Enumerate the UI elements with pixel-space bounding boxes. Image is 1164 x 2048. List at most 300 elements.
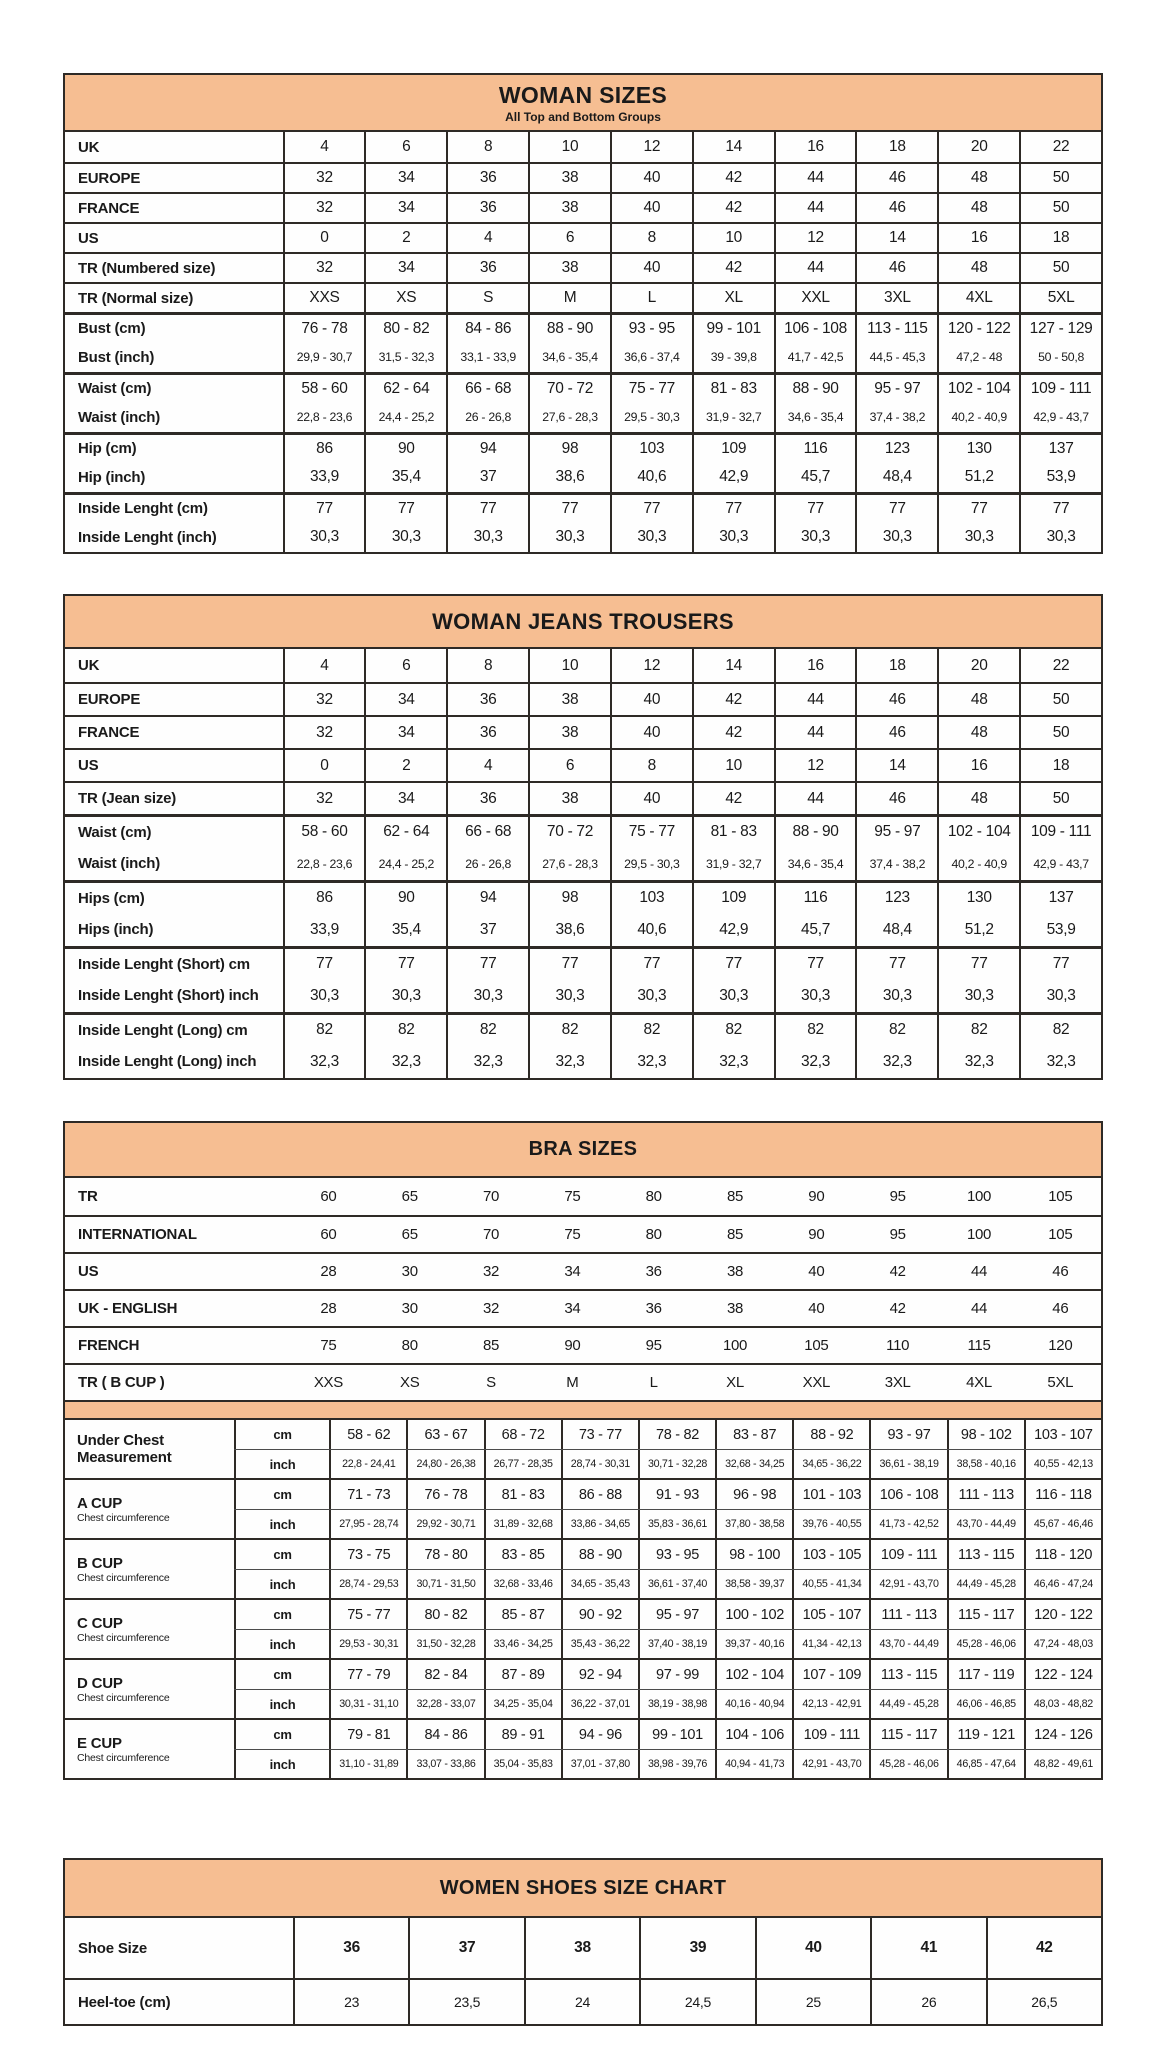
cell-value: 34 — [364, 783, 446, 814]
cell-value: 83 - 85 — [484, 1540, 561, 1569]
cell-value: 22 — [1019, 649, 1101, 682]
row-label: Waist (cm) — [78, 380, 152, 397]
cell-value: 82 — [855, 1015, 937, 1045]
cell-value: 44 — [774, 684, 856, 715]
row-label: UK — [78, 657, 100, 674]
cell-value: 116 - 118 — [1024, 1480, 1101, 1509]
cell-value: 58 - 62 — [329, 1420, 406, 1449]
cell-value: 102 - 104 — [937, 817, 1019, 847]
cell-value: 77 — [610, 495, 692, 522]
cell-value: 34,65 - 35,43 — [561, 1570, 638, 1598]
cell-value: 4 — [446, 224, 528, 252]
cell-value: 31,5 - 32,3 — [364, 342, 446, 372]
cell-value: 110 — [886, 1337, 910, 1354]
row-label: Bust (cm) — [78, 320, 146, 337]
cup-label — [65, 1660, 234, 1718]
cell-value: 28 — [320, 1263, 337, 1280]
cell-value: 94 - 96 — [561, 1720, 638, 1749]
cell-value: 0 — [283, 224, 365, 252]
cell-value: 100 — [966, 1188, 992, 1205]
table-title: WOMAN JEANS TROUSERS — [432, 608, 734, 634]
cell-value: 34 — [564, 1263, 581, 1280]
cell-value: 37 — [446, 913, 528, 946]
cell-value: 75 - 77 — [610, 375, 692, 402]
cell-value: 33,46 - 34,25 — [484, 1630, 561, 1658]
table-row — [65, 1252, 1101, 1289]
row-label: TR (Jean size) — [78, 790, 177, 807]
row-label: UK — [78, 138, 100, 156]
row-label: Inside Lenght (cm) — [78, 500, 208, 517]
cell-value: L — [649, 1374, 658, 1391]
cell-value: 120 - 122 — [937, 315, 1019, 342]
cell-value: 36 — [645, 1263, 662, 1280]
cell-value: 40 — [610, 164, 692, 192]
cell-value: 44 — [774, 164, 856, 192]
cell-value: 70 — [482, 1188, 500, 1205]
cell-value: 81 - 83 — [692, 817, 774, 847]
cell-value: 32,3 — [937, 1045, 1019, 1078]
table-row — [65, 522, 1101, 552]
row-label: Heel-toe (cm) — [78, 1993, 171, 2011]
cell-value: 24,4 - 25,2 — [364, 402, 446, 432]
cell-value: 4 — [446, 750, 528, 781]
table-row — [65, 312, 1101, 342]
cell-value: 48 — [937, 194, 1019, 222]
cell-value: 50 — [1019, 684, 1101, 715]
cell-value: 38 — [528, 717, 610, 748]
cell-value: 93 - 97 — [869, 1420, 946, 1449]
cell-value: 4 — [283, 132, 365, 162]
cell-value: 45,7 — [774, 462, 856, 492]
cell-value: 44 — [774, 783, 856, 814]
cell-value: 90 — [808, 1226, 825, 1243]
cell-value: 0 — [283, 750, 365, 781]
cell-value: 38,58 - 40,16 — [947, 1450, 1024, 1478]
cell-value: 32,3 — [1019, 1045, 1101, 1078]
cell-value: 105 — [1048, 1188, 1073, 1205]
cell-value: 88 - 90 — [774, 375, 856, 402]
cell-value: 85 — [726, 1188, 744, 1205]
cell-value: 34 — [364, 164, 446, 192]
cup-group — [65, 1718, 1101, 1778]
cell-value: 42 — [692, 684, 774, 715]
row-label: Hip (inch) — [78, 468, 146, 486]
cell-value: 79 - 81 — [329, 1720, 406, 1749]
cup-group — [65, 1598, 1101, 1658]
cell-value: 38 — [528, 164, 610, 192]
cell-value: 31,10 - 31,89 — [329, 1750, 406, 1778]
cell-value: 87 - 89 — [484, 1660, 561, 1689]
cell-value: 105 — [804, 1337, 829, 1354]
cell-value: 38 — [528, 684, 610, 715]
cell-value: 60 — [320, 1226, 337, 1243]
cell-value: 80 - 82 — [364, 315, 446, 342]
cell-value: 66 - 68 — [446, 375, 528, 402]
table-row — [65, 1363, 1101, 1400]
cell-value: 113 - 115 — [855, 315, 937, 342]
cell-value: 27,6 - 28,3 — [528, 402, 610, 432]
row-label: INTERNATIONAL — [78, 1226, 197, 1243]
cell-value: 40,94 - 41,73 — [715, 1750, 792, 1778]
cell-value: 48 — [937, 783, 1019, 814]
cell-value: 85 — [726, 1226, 744, 1243]
cell-value: 34 — [364, 254, 446, 282]
cell-value: 32,3 — [528, 1045, 610, 1078]
table-row — [65, 252, 1101, 282]
women-shoes-table — [63, 1858, 1103, 2026]
cell-value: 22 — [1019, 132, 1101, 162]
cell-value: 43,70 - 44,49 — [947, 1510, 1024, 1538]
cell-value: 32 — [482, 1300, 500, 1317]
table-row — [65, 432, 1101, 462]
cell-value: 46 — [855, 254, 937, 282]
cup-row — [234, 1480, 1101, 1509]
cell-value: 28,74 - 29,53 — [329, 1570, 406, 1598]
cell-value: 44,49 - 45,28 — [869, 1690, 946, 1718]
table-row — [65, 682, 1101, 715]
cell-value: 77 — [283, 949, 365, 979]
cell-value: 46 — [1052, 1263, 1069, 1280]
bra-sizes-rows — [65, 1178, 1101, 1400]
row-label: Shoe Size — [78, 1939, 148, 1957]
cell-value: 48,03 - 48,82 — [1024, 1690, 1101, 1718]
cell-value: 116 — [774, 435, 856, 462]
cell-value: 103 - 107 — [1024, 1420, 1101, 1449]
cell-value: 117 - 119 — [947, 1660, 1024, 1689]
cell-value: 84 - 86 — [406, 1720, 483, 1749]
cell-value: 77 — [364, 495, 446, 522]
cell-value: 94 — [446, 883, 528, 913]
cell-value: S — [486, 1374, 496, 1391]
cell-value: 66 - 68 — [446, 817, 528, 847]
cell-value: 40 — [610, 684, 692, 715]
cell-value: 34,6 - 35,4 — [528, 342, 610, 372]
cell-value: 31,89 - 32,68 — [484, 1510, 561, 1538]
spacer — [63, 1080, 1164, 1121]
cell-value: 58 - 60 — [283, 817, 365, 847]
unit-label: inch — [234, 1570, 329, 1598]
table-title: WOMEN SHOES SIZE CHART — [439, 1876, 727, 1899]
cell-value: 65 — [401, 1188, 418, 1205]
cell-value: 32,3 — [610, 1045, 692, 1078]
table-row — [65, 192, 1101, 222]
cell-value: 60 — [320, 1188, 337, 1205]
cell-value: 37 — [446, 462, 528, 492]
cell-value: 30,3 — [364, 522, 446, 552]
cell-value: 36,6 - 37,4 — [610, 342, 692, 372]
cell-value: 38,6 — [528, 462, 610, 492]
cell-value: 71 - 73 — [329, 1480, 406, 1509]
cell-value: 82 — [364, 1015, 446, 1045]
cell-value: 35,04 - 35,83 — [484, 1750, 561, 1778]
cell-value: 39 — [639, 1918, 754, 1978]
unit-label: inch — [234, 1450, 329, 1478]
table-row — [65, 402, 1101, 432]
cell-value: 46,85 - 47,64 — [947, 1750, 1024, 1778]
cell-value: 82 — [610, 1015, 692, 1045]
woman-jeans-rows — [65, 649, 1101, 1078]
cell-value: 123 — [855, 883, 937, 913]
table-row — [65, 781, 1101, 814]
cell-value: 37,40 - 38,19 — [638, 1630, 715, 1658]
cell-value: 36 — [645, 1300, 662, 1317]
cell-value: 45,67 - 46,46 — [1024, 1510, 1101, 1538]
cell-value: 48,82 - 49,61 — [1024, 1750, 1101, 1778]
cell-value: 50 — [1019, 194, 1101, 222]
row-label: Waist (cm) — [78, 823, 152, 841]
cell-value: 36 — [446, 164, 528, 192]
cell-value: 41 — [870, 1918, 985, 1978]
cell-value: 46 — [855, 194, 937, 222]
table-row — [65, 342, 1101, 372]
cell-value: 77 — [283, 495, 365, 522]
cell-value: 111 - 113 — [947, 1480, 1024, 1509]
cell-value: 2 — [364, 224, 446, 252]
cell-value: 26,77 - 28,35 — [484, 1450, 561, 1478]
cell-value: 48 — [937, 717, 1019, 748]
cell-value: 40 — [610, 254, 692, 282]
cell-value: 12 — [774, 750, 856, 781]
cell-value: 39,76 - 40,55 — [792, 1510, 869, 1538]
cup-group — [65, 1478, 1101, 1538]
cell-value: 63 - 67 — [406, 1420, 483, 1449]
cell-value: M — [566, 1374, 579, 1391]
cell-value: 8 — [446, 132, 528, 162]
cup-row — [234, 1509, 1101, 1538]
cell-value: 90 — [364, 435, 446, 462]
cell-value: 36,61 - 37,40 — [638, 1570, 715, 1598]
cell-value: 86 — [283, 435, 365, 462]
cell-value: 41,73 - 42,52 — [869, 1510, 946, 1538]
cell-value: 30 — [401, 1263, 418, 1280]
cell-value: 44,5 - 45,3 — [855, 342, 937, 372]
unit-label: cm — [234, 1420, 329, 1449]
unit-label: inch — [234, 1690, 329, 1718]
cell-value: 82 — [774, 1015, 856, 1045]
cup-label-sub: Chest circumference — [77, 1691, 170, 1704]
row-label: Inside Lenght (Short) inch — [78, 987, 259, 1004]
table-subtitle: All Top and Bottom Groups — [505, 109, 661, 124]
cell-value: 51,2 — [937, 913, 1019, 946]
cell-value: 120 — [1048, 1337, 1073, 1354]
cell-value: 73 - 75 — [329, 1540, 406, 1569]
unit-label: inch — [234, 1630, 329, 1658]
cell-value: 75 — [564, 1226, 581, 1243]
cell-value: 99 - 101 — [638, 1720, 715, 1749]
table-title: BRA SIZES — [528, 1138, 638, 1160]
cell-value: 18 — [1019, 224, 1101, 252]
cell-value: 2 — [364, 750, 446, 781]
cell-value: 30,3 — [610, 979, 692, 1012]
cup-row — [234, 1540, 1101, 1569]
cell-value: 32 — [283, 717, 365, 748]
cell-value: 35,43 - 36,22 — [561, 1630, 638, 1658]
row-label: Waist (inch) — [78, 408, 161, 426]
cell-value: 38 — [528, 254, 610, 282]
cell-value: 65 — [401, 1226, 418, 1243]
cell-value: 44,49 - 45,28 — [947, 1570, 1024, 1598]
cell-value: 40,55 - 42,13 — [1024, 1450, 1101, 1478]
unit-label: cm — [234, 1660, 329, 1689]
cell-value: 100 — [966, 1226, 992, 1243]
cell-value: XS — [364, 284, 446, 312]
cell-value: 23 — [293, 1980, 408, 2024]
cell-value: 27,95 - 28,74 — [329, 1510, 406, 1538]
cell-value: 77 — [610, 949, 692, 979]
cell-value: 33,9 — [283, 462, 365, 492]
cell-value: 16 — [774, 649, 856, 682]
cell-value: 3XL — [855, 284, 937, 312]
cell-value: 82 — [937, 1015, 1019, 1045]
cell-value: 44 — [774, 717, 856, 748]
cup-row — [234, 1569, 1101, 1598]
woman-sizes-header — [65, 75, 1101, 132]
table-row — [65, 649, 1101, 682]
cell-value: 32,3 — [283, 1045, 365, 1078]
cell-value: 77 — [446, 949, 528, 979]
cell-value: 34 — [364, 684, 446, 715]
cell-value: 25 — [755, 1980, 870, 2024]
cell-value: 34,6 - 35,4 — [774, 847, 856, 880]
cell-value: 16 — [774, 132, 856, 162]
cell-value: 50 — [1019, 254, 1101, 282]
cell-value: 46 — [1052, 1300, 1069, 1317]
cell-value: 42 — [889, 1300, 906, 1317]
cell-value: 109 - 111 — [792, 1720, 869, 1749]
cell-value: 35,83 - 36,61 — [638, 1510, 715, 1538]
cell-value: 18 — [855, 649, 937, 682]
cell-value: 40 — [755, 1918, 870, 1978]
cell-value: 10 — [692, 224, 774, 252]
table-row — [65, 715, 1101, 748]
cell-value: 37,4 - 38,2 — [855, 402, 937, 432]
cell-value: 41,34 - 42,13 — [792, 1630, 869, 1658]
cell-value: 80 - 82 — [406, 1600, 483, 1629]
unit-label: cm — [234, 1600, 329, 1629]
cell-value: 40,55 - 41,34 — [792, 1570, 869, 1598]
cell-value: 104 - 106 — [715, 1720, 792, 1749]
cell-value: 47,24 - 48,03 — [1024, 1630, 1101, 1658]
cell-value: 91 - 93 — [638, 1480, 715, 1509]
unit-label: cm — [234, 1480, 329, 1509]
cell-value: 45,28 - 46,06 — [947, 1630, 1024, 1658]
cell-value: 77 — [937, 495, 1019, 522]
cell-value: 12 — [610, 649, 692, 682]
woman-sizes-table — [63, 73, 1103, 554]
spacer — [63, 554, 1164, 594]
cell-value: 47,2 - 48 — [937, 342, 1019, 372]
woman-jeans-table — [63, 594, 1103, 1080]
cell-value: 95 - 97 — [855, 375, 937, 402]
cell-value: 29,92 - 30,71 — [406, 1510, 483, 1538]
cup-rows — [234, 1660, 1101, 1718]
cell-value: 34 — [364, 717, 446, 748]
cell-value: 16 — [937, 224, 1019, 252]
cell-value: 77 — [692, 949, 774, 979]
cell-value: 30,3 — [937, 522, 1019, 552]
cell-value: 58 - 60 — [283, 375, 365, 402]
cup-rows — [234, 1720, 1101, 1778]
row-label: TR — [78, 1188, 98, 1205]
cell-value: 68 - 72 — [484, 1420, 561, 1449]
cell-value: 28,74 - 30,31 — [561, 1450, 638, 1478]
cell-value: 38 — [726, 1263, 744, 1280]
cell-value: 46 — [855, 717, 937, 748]
cup-row — [234, 1720, 1101, 1749]
row-label: US — [78, 229, 99, 247]
cell-value: 62 - 64 — [364, 375, 446, 402]
cell-value: 98 — [528, 883, 610, 913]
cell-value: 82 - 84 — [406, 1660, 483, 1689]
cell-value: 46 — [855, 164, 937, 192]
cell-value: 42 — [692, 254, 774, 282]
cell-value: 42 — [692, 783, 774, 814]
cell-value: 98 - 100 — [715, 1540, 792, 1569]
cell-value: 70 - 72 — [528, 375, 610, 402]
cell-value: 40 — [808, 1263, 825, 1280]
row-label: FRANCE — [78, 199, 140, 217]
cell-value: 34,6 - 35,4 — [774, 402, 856, 432]
cell-value: 38,19 - 38,98 — [638, 1690, 715, 1718]
cell-value: 50 - 50,8 — [1019, 342, 1101, 372]
row-label: TR ( B CUP ) — [78, 1374, 165, 1391]
cell-value: 40 — [610, 717, 692, 748]
cell-value: 32 — [283, 164, 365, 192]
cell-value: 34 — [364, 194, 446, 222]
cell-value: 8 — [610, 750, 692, 781]
row-label: FRANCE — [78, 724, 140, 741]
cell-value: 95 — [645, 1337, 662, 1354]
cell-value: 36 — [293, 1918, 408, 1978]
cell-value: 30,71 - 32,28 — [638, 1450, 715, 1478]
cup-label — [65, 1720, 234, 1778]
cell-value: 8 — [610, 224, 692, 252]
row-label: Inside Lenght (Long) cm — [78, 1021, 248, 1039]
cell-value: 46 — [855, 684, 937, 715]
cell-value: 48,4 — [855, 913, 937, 946]
cell-value: 14 — [855, 224, 937, 252]
cell-value: 26 - 26,8 — [446, 402, 528, 432]
table-row — [65, 372, 1101, 402]
cell-value: 77 — [937, 949, 1019, 979]
cell-value: 122 - 124 — [1024, 1660, 1101, 1689]
cell-value: 42,9 - 43,7 — [1019, 402, 1101, 432]
cell-value: 30,3 — [937, 979, 1019, 1012]
cell-value: 34 — [564, 1300, 581, 1317]
cell-value: 38 — [528, 783, 610, 814]
cell-value: 38,58 - 39,37 — [715, 1570, 792, 1598]
cell-value: 20 — [937, 649, 1019, 682]
row-label: TR (Normal size) — [78, 289, 194, 307]
cell-value: 78 - 82 — [638, 1420, 715, 1449]
cell-value: 95 - 97 — [638, 1600, 715, 1629]
cell-value: 96 - 98 — [715, 1480, 792, 1509]
cell-value: 83 - 87 — [715, 1420, 792, 1449]
cup-label-sub: Chest circumference — [77, 1511, 170, 1524]
cell-value: 40,6 — [610, 913, 692, 946]
cell-value: 70 - 72 — [528, 817, 610, 847]
cell-value: 22,8 - 23,6 — [283, 402, 365, 432]
cell-value: 18 — [1019, 750, 1101, 781]
row-label: Hips (inch) — [78, 921, 154, 938]
cell-value: 113 - 115 — [947, 1540, 1024, 1569]
cell-value: 20 — [937, 132, 1019, 162]
table-row — [65, 132, 1101, 162]
cell-value: 48 — [937, 164, 1019, 192]
cell-value: 76 - 78 — [283, 315, 365, 342]
cup-group — [65, 1538, 1101, 1598]
row-label: Inside Lenght (inch) — [78, 528, 217, 546]
